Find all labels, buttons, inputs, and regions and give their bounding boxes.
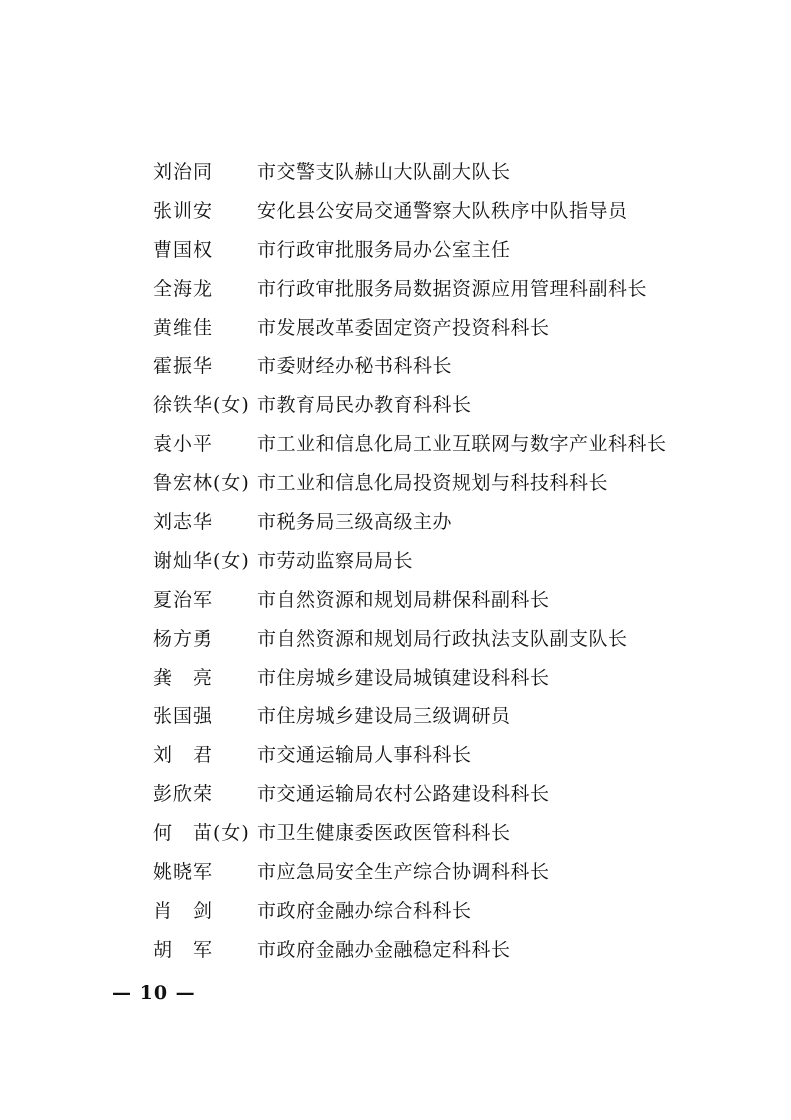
person-position: 市劳动监察局局长 <box>257 549 414 572</box>
person-position: 市交通运输局农村公路建设科科长 <box>257 783 550 806</box>
person-position: 市交通运输局人事科科长 <box>257 744 472 767</box>
person-name: 彭欣荣 <box>153 783 214 806</box>
person-position: 市税务局三级高级主办 <box>257 511 453 534</box>
person-position: 市工业和信息化局工业互联网与数字产业科科长 <box>257 433 667 456</box>
list-item <box>0 231 791 270</box>
list-item <box>0 503 791 542</box>
person-position: 市工业和信息化局投资规划与科技科科长 <box>257 472 609 495</box>
list-item <box>0 153 791 192</box>
person-position: 市自然资源和规划局行政执法支队副支队长 <box>257 627 628 650</box>
list-item <box>0 931 791 970</box>
person-name: 黄维佳 <box>153 316 214 339</box>
person-name: 霍振华 <box>153 355 214 378</box>
person-position: 市卫生健康委医政医管科科长 <box>257 822 511 845</box>
list-item <box>0 542 791 581</box>
person-name: 夏治军 <box>153 588 214 611</box>
person-position: 市住房城乡建设局城镇建设科科长 <box>257 666 550 689</box>
person-position: 市委财经办秘书科科长 <box>257 355 453 378</box>
person-position: 市行政审批服务局办公室主任 <box>257 238 511 261</box>
person-name: 姚晓军 <box>153 861 214 884</box>
person-name: 刘志华 <box>153 511 214 534</box>
person-position: 市应急局安全生产综合协调科科长 <box>257 861 550 884</box>
list-item <box>0 425 791 464</box>
person-name: 曹国权 <box>153 238 214 261</box>
personnel-list <box>0 153 791 970</box>
list-item <box>0 853 791 892</box>
person-name: 肖 剑 <box>153 899 214 922</box>
person-name: 谢灿华(女) <box>153 549 250 572</box>
list-item <box>0 736 791 775</box>
person-position: 市发展改革委固定资产投资科科长 <box>257 316 550 339</box>
page-number: — 10 — <box>112 982 196 1004</box>
list-item <box>0 697 791 736</box>
list-item <box>0 581 791 620</box>
person-position: 安化县公安局交通警察大队秩序中队指导员 <box>257 199 628 222</box>
list-item <box>0 464 791 503</box>
list-item <box>0 270 791 309</box>
person-name: 龚 亮 <box>153 666 214 689</box>
person-position: 市行政审批服务局数据资源应用管理科副科长 <box>257 277 648 300</box>
list-item <box>0 775 791 814</box>
person-name: 张国强 <box>153 705 214 728</box>
person-position: 市自然资源和规划局耕保科副科长 <box>257 588 550 611</box>
list-item <box>0 347 791 386</box>
list-item <box>0 814 791 853</box>
person-position: 市交警支队赫山大队副大队长 <box>257 161 511 183</box>
person-position: 市政府金融办综合科科长 <box>257 899 472 922</box>
person-name: 刘治同 <box>153 161 214 183</box>
person-position: 市政府金融办金融稳定科科长 <box>257 938 511 961</box>
person-name: 杨方勇 <box>153 627 214 650</box>
list-item <box>0 192 791 231</box>
person-name: 袁小平 <box>153 433 214 456</box>
person-name: 胡 军 <box>153 938 214 961</box>
person-position: 市住房城乡建设局三级调研员 <box>257 705 511 728</box>
person-name: 鲁宏林(女) <box>153 472 250 495</box>
list-item <box>0 620 791 659</box>
list-item <box>0 386 791 425</box>
person-name: 何 苗(女) <box>153 822 250 845</box>
person-name: 徐铁华(女) <box>153 394 250 417</box>
person-name: 刘 君 <box>153 744 214 767</box>
person-position: 市教育局民办教育科科长 <box>257 394 472 417</box>
person-name: 张训安 <box>153 199 214 222</box>
person-name: 全海龙 <box>153 277 214 300</box>
list-item <box>0 892 791 931</box>
list-item <box>0 659 791 698</box>
list-item <box>0 309 791 348</box>
